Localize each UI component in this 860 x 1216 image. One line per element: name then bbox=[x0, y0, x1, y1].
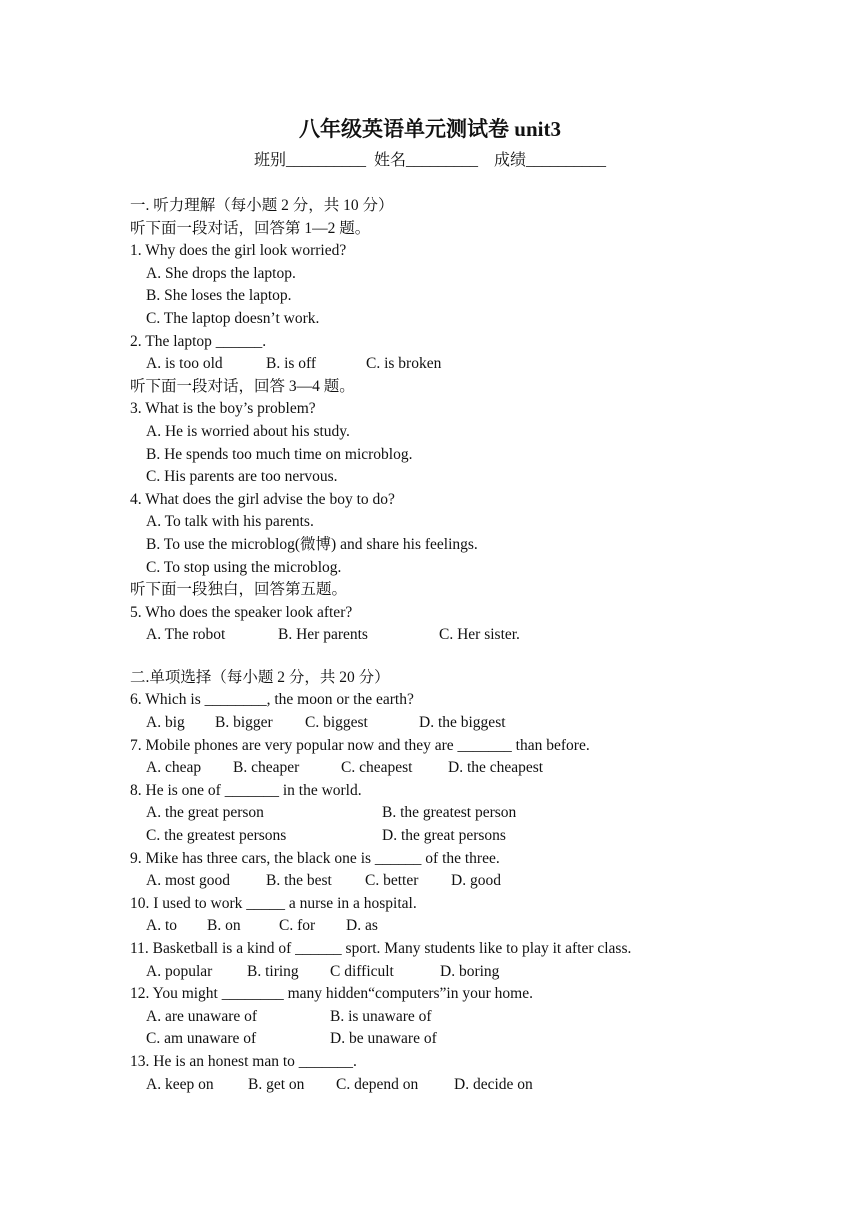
option: D. be unaware of bbox=[330, 1030, 437, 1048]
option: A. She drops the laptop. bbox=[146, 264, 296, 282]
option: C difficult bbox=[330, 962, 394, 980]
option: D. the cheapest bbox=[448, 759, 544, 777]
option: D. as bbox=[346, 917, 378, 935]
option-row bbox=[130, 825, 830, 848]
question: 7. Mobile phones are very popular now and they are _______ than before. bbox=[130, 736, 590, 754]
instruction: 听下面一段对话，回答第 1—2 题。 bbox=[130, 219, 371, 237]
option: C. The laptop doesn’t work. bbox=[146, 309, 320, 327]
option-row bbox=[130, 353, 830, 376]
option: A. To talk with his parents. bbox=[146, 513, 314, 531]
option-row bbox=[130, 1006, 830, 1029]
question: 10. I used to work _____ a nurse in a hospital. bbox=[130, 894, 417, 912]
option: C. depend on bbox=[336, 1075, 419, 1093]
option: A. the great person bbox=[146, 804, 264, 822]
option: C. is broken bbox=[366, 355, 442, 373]
option-row bbox=[130, 802, 830, 825]
option: B. get on bbox=[248, 1075, 305, 1093]
option: C. To stop using the microblog. bbox=[146, 558, 342, 576]
option: C. His parents are too nervous. bbox=[146, 468, 338, 486]
question: 12. You might ________ many hidden“computers”in your home. bbox=[130, 985, 533, 1003]
option: D. the biggest bbox=[419, 714, 506, 732]
option: A. to bbox=[146, 917, 177, 935]
option: D. the great persons bbox=[382, 827, 506, 845]
option: C. cheapest bbox=[341, 759, 413, 777]
option: B. the best bbox=[266, 872, 332, 890]
score-field-label: 成绩__________ bbox=[494, 152, 607, 169]
option-row bbox=[130, 961, 830, 984]
option: D. decide on bbox=[454, 1075, 533, 1093]
question: 8. He is one of _______ in the world. bbox=[130, 781, 362, 799]
option-row bbox=[130, 870, 830, 893]
question: 11. Basketball is a kind of ______ sport. Many students like to play it after class. bbox=[130, 940, 632, 957]
option: A. keep on bbox=[146, 1075, 214, 1093]
option: A. popular bbox=[146, 962, 213, 980]
option: B. tiring bbox=[247, 962, 299, 980]
option-row bbox=[130, 757, 830, 780]
question: 9. Mike has three cars, the black one is ______ of the three. bbox=[130, 849, 500, 867]
option: B. is unaware of bbox=[330, 1007, 432, 1025]
option: D. boring bbox=[440, 962, 500, 980]
option: C. biggest bbox=[305, 714, 368, 732]
option: B. is off bbox=[266, 355, 317, 373]
option: B. bigger bbox=[215, 714, 273, 732]
question: 13. He is an honest man to _______. bbox=[130, 1052, 357, 1070]
option: C. am unaware of bbox=[146, 1030, 257, 1048]
option-row bbox=[130, 1028, 830, 1051]
section-heading: 二.单项选择（每小题 2 分，共 20 分） bbox=[130, 668, 390, 686]
option-row bbox=[130, 624, 830, 647]
instruction: 听下面一段对话，回答 3—4 题。 bbox=[130, 377, 355, 395]
exam-content bbox=[130, 195, 830, 1096]
option-row bbox=[130, 1074, 830, 1097]
option: B. the greatest person bbox=[382, 804, 517, 822]
student-info-line bbox=[0, 150, 860, 172]
option: A. cheap bbox=[146, 759, 202, 777]
option: A. The robot bbox=[146, 626, 226, 644]
option-row bbox=[130, 712, 830, 735]
option: C. the greatest persons bbox=[146, 827, 287, 845]
question: 3. What is the boy’s problem? bbox=[130, 400, 316, 418]
option: A. is too old bbox=[146, 355, 223, 373]
option: C. for bbox=[279, 917, 316, 935]
option: C. Her sister. bbox=[439, 626, 520, 644]
page-title: 八年级英语单元测试卷 unit3 bbox=[299, 117, 561, 141]
section-heading: 一. 听力理解（每小题 2 分，共 10 分） bbox=[130, 197, 394, 214]
name-field-label: 姓名_________ bbox=[373, 152, 478, 169]
option: A. He is worried about his study. bbox=[146, 422, 350, 440]
class-field-label: 班别__________ bbox=[253, 152, 366, 169]
instruction: 听下面一段独白，回答第五题。 bbox=[130, 581, 348, 599]
option: B. cheaper bbox=[233, 759, 300, 777]
question: 5. Who does the speaker look after? bbox=[130, 603, 353, 621]
option: B. She loses the laptop. bbox=[146, 287, 292, 305]
question: 1. Why does the girl look worried? bbox=[130, 242, 347, 260]
option: B. To use the microblog(微博) and share his feelings. bbox=[146, 535, 478, 553]
option: C. better bbox=[365, 872, 419, 890]
question: 2. The laptop ______. bbox=[130, 332, 267, 350]
option: A. most good bbox=[146, 872, 230, 890]
option: A. are unaware of bbox=[146, 1007, 258, 1025]
option: A. big bbox=[146, 714, 185, 732]
option: B. He spends too much time on microblog. bbox=[146, 445, 413, 463]
option: B. Her parents bbox=[278, 626, 368, 644]
question: 6. Which is ________, the moon or the earth? bbox=[130, 691, 414, 709]
question: 4. What does the girl advise the boy to do? bbox=[130, 490, 395, 508]
option: D. good bbox=[451, 872, 501, 890]
option: B. on bbox=[207, 917, 241, 935]
option-row bbox=[130, 915, 830, 938]
